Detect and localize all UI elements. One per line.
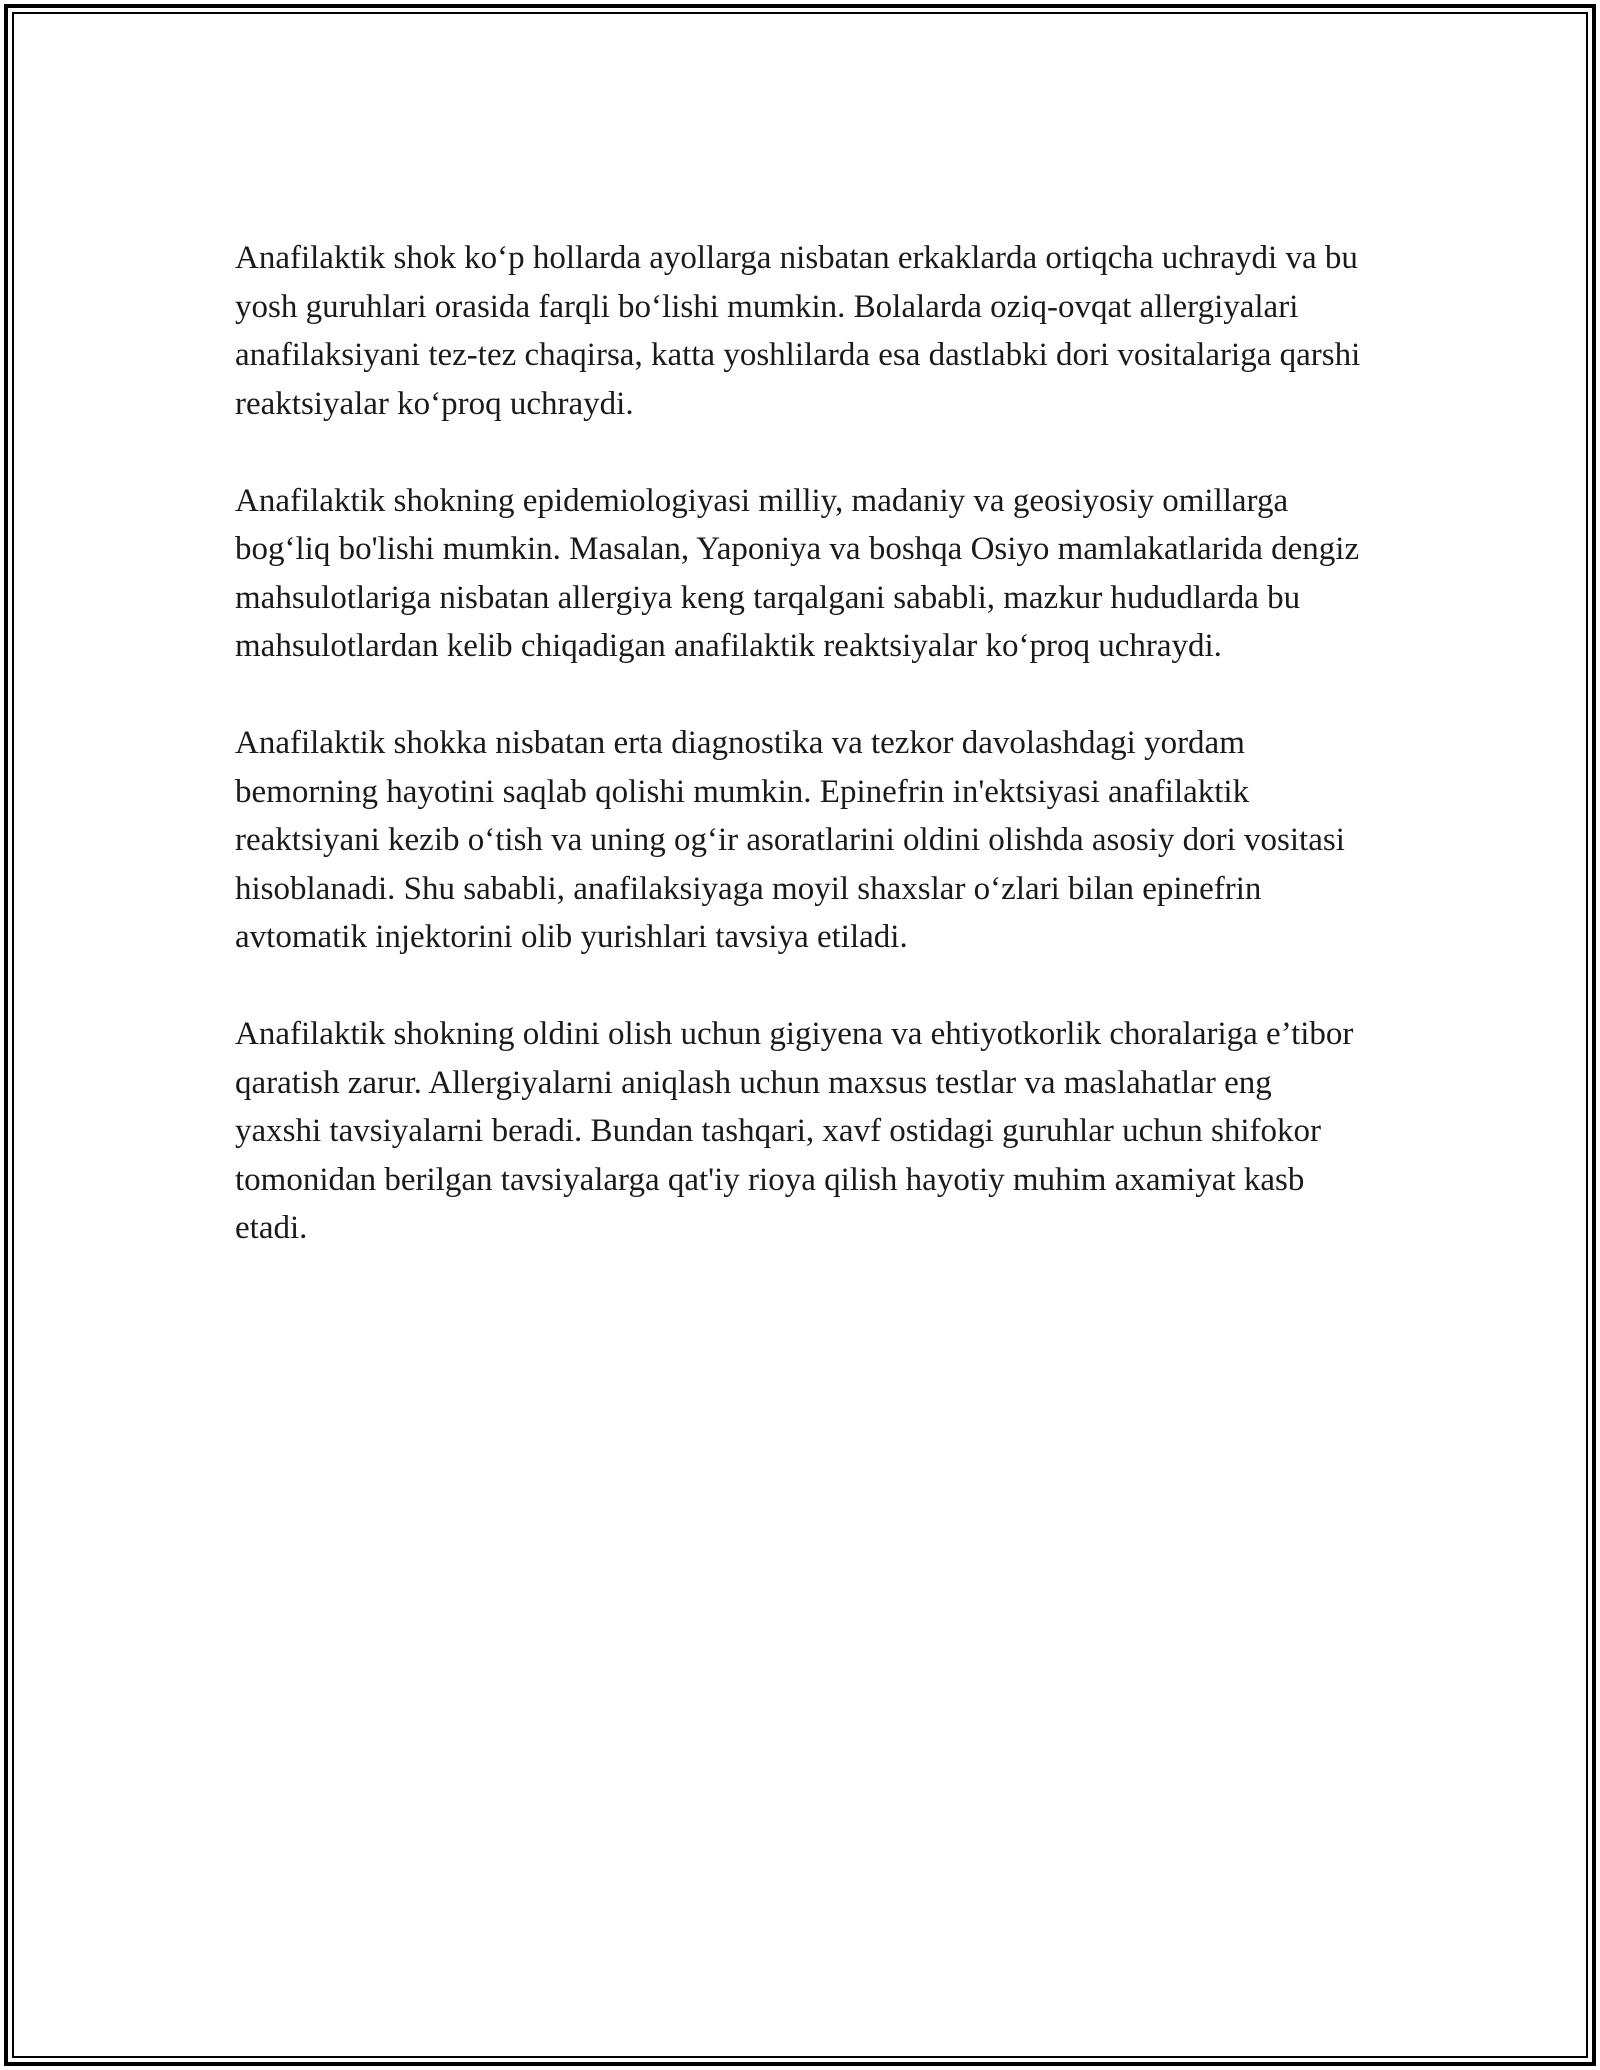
- paragraph-2: Anafilaktik shokning epidemiologiyasi milliy, madaniy va geosiyosiy omillarga bogʻliq bo'lishi mumkin. Masalan, Yaponiya va boshqa Osiyo mamlakatlarida dengiz mahsulotlariga nisbatan allergiya keng tarqalgani sababli, mazkur hududlarda bu mahsulotlardan kelib chiqadigan anafilaktik reaktsiyalar koʻproq uchraydi.: [235, 482, 1360, 664]
- paragraph-3: Anafilaktik shokka nisbatan erta diagnostika va tezkor davolashdagi yordam bemorning hayotini saqlab qolishi mumkin. Epinefrin in'ektsiyasi anafilaktik reaktsiyani kezib oʻtish va uning ogʻir asoratlarini oldini olishda asosiy dori vositasi hisoblanadi. Shu sababli, anafilaksiyaga moyil shaxslar oʻzlari bilan epinefrin avtomatik injektorini olib yurishlari tavsiya etiladi.: [235, 725, 1345, 955]
- document-body: [235, 234, 1365, 1253]
- paragraph-4: Anafilaktik shokning oldini olish uchun gigiyena va ehtiyotkorlik choralariga e’tibor qaratish zarur. Allergiyalarni aniqlash uchun maxsus testlar va maslahatlar eng yaxshi tavsiyalarni beradi. Bundan tashqari, xavf ostidagi guruhlar uchun shifokor tomonidan berilgan tavsiyalarga qat'iy rioya qilish hayotiy muhim axamiyat kasb etadi.: [235, 1016, 1354, 1246]
- paragraph-1: Anafilaktik shok koʻp hollarda ayollarga nisbatan erkaklarda ortiqcha uchraydi va bu yosh guruhlari orasida farqli boʻlishi mumkin. Bolalarda oziq-ovqat allergiyalari anafilaksiyani tez-tez chaqirsa, katta yoshlilarda esa dastlabki dori vositalariga qarshi reaktsiyalar koʻproq uchraydi.: [235, 240, 1361, 422]
